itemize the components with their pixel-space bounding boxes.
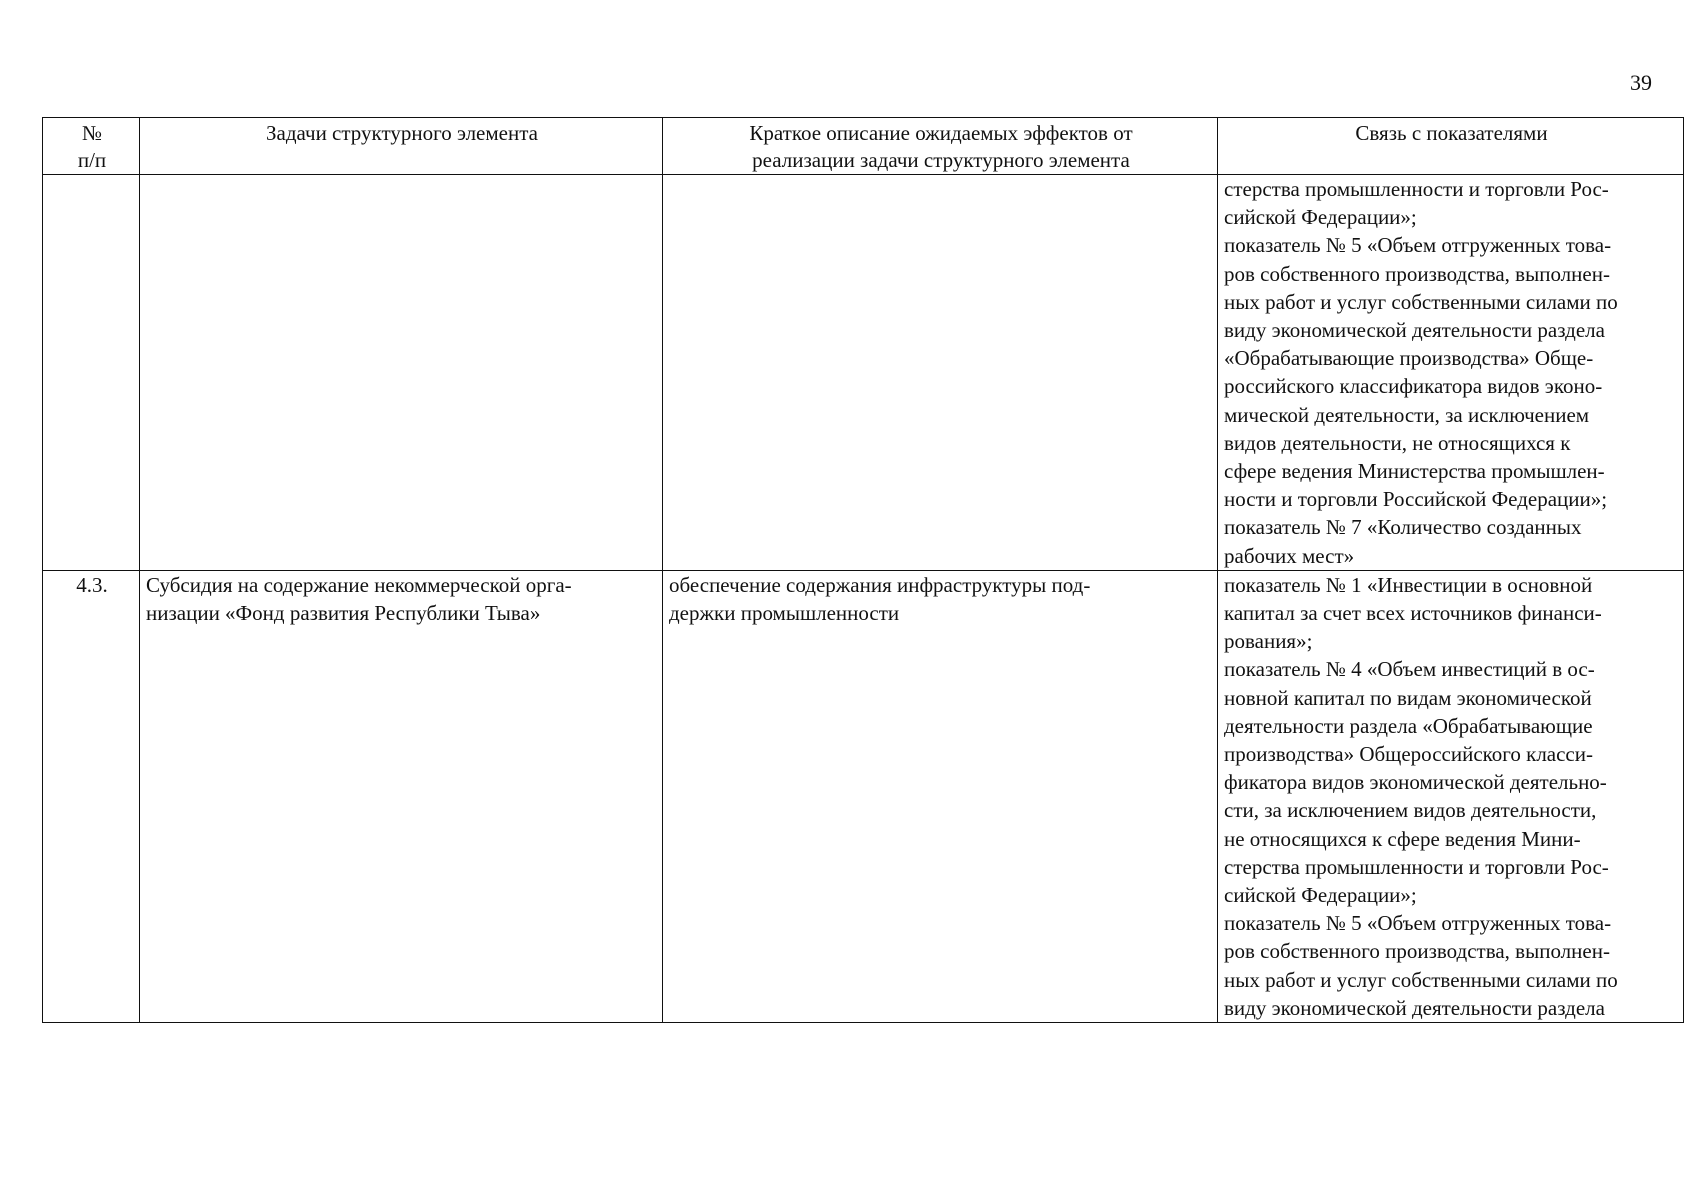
indicator-line: стерства промышленности и торговли Рос- xyxy=(1224,177,1609,201)
cell-num: 4.3. xyxy=(43,570,140,1022)
cell-tasks xyxy=(140,570,663,1022)
indicator-line: рабочих мест» xyxy=(1224,543,1355,568)
page-number: 39 xyxy=(1630,70,1652,95)
indicator-line: «Обрабатывающие производства» Обще- xyxy=(1224,346,1594,371)
header-indicators xyxy=(1218,118,1684,175)
indicator-line: новной капитал по видам экономической xyxy=(1224,685,1592,710)
indicator-line: виду экономической деятельности раздела xyxy=(1224,318,1605,343)
indicator-line: стерства промышленности и торговли Рос- xyxy=(1224,854,1609,879)
indicator-line: ности и торговли Российской Федерации»; xyxy=(1224,487,1608,512)
indicator-line: фикатора видов экономической деятельно- xyxy=(1224,770,1607,795)
indicator-line: мической деятельности, за исключением xyxy=(1224,402,1590,427)
indicator-line: деятельности раздела «Обрабатывающие xyxy=(1224,713,1593,738)
indicator-line: ных работ и услуг собственными силами по xyxy=(1224,967,1618,992)
effect-line: обеспечение содержания инфраструктуры под- xyxy=(669,572,1091,597)
cell-tasks xyxy=(140,175,663,571)
indicator-line: сфере ведения Министерства промышлен- xyxy=(1224,459,1605,484)
header-line: Задачи структурного элемента xyxy=(266,121,538,145)
indicator-line: показатель № 1 «Инвестиции в основной xyxy=(1224,572,1593,597)
indicator-line: рования»; xyxy=(1224,629,1313,654)
indicator-line: ных работ и услуг собственными силами по xyxy=(1224,289,1618,314)
cell-effects xyxy=(663,175,1218,571)
indicator-line: показатель № 5 «Объем отгруженных това- xyxy=(1224,233,1612,258)
indicator-line: показатель № 5 «Объем отгруженных това- xyxy=(1224,911,1612,936)
cell-indicators xyxy=(1218,570,1684,1022)
header-line: Связь с показателями xyxy=(1355,121,1548,145)
header-line: № xyxy=(81,121,103,145)
cell-indicators xyxy=(1218,175,1684,571)
indicator-line: сти, за исключением видов деятельности, xyxy=(1224,798,1597,823)
table-row-continuation xyxy=(43,175,1684,571)
indicator-line: ров собственного производства, выполнен- xyxy=(1224,939,1610,964)
indicator-line: видов деятельности, не относящихся к xyxy=(1224,430,1571,455)
cell-num xyxy=(43,175,140,571)
document-table xyxy=(42,117,1684,1023)
indicator-line: ров собственного производства, выполнен- xyxy=(1224,261,1610,286)
task-line: Субсидия на содержание некоммерческой орга- xyxy=(146,572,572,597)
table-row-4-3 xyxy=(43,570,1684,1022)
indicator-line: виду экономической деятельности раздела xyxy=(1224,995,1605,1020)
indicator-line: показатель № 4 «Объем инвестиций в ос- xyxy=(1224,657,1595,682)
indicator-line: производства» Общероссийского класси- xyxy=(1224,742,1593,767)
indicator-line: сийской Федерации»; xyxy=(1224,205,1417,230)
header-line: п/п xyxy=(77,148,107,172)
header-num xyxy=(43,118,140,175)
cell-effects xyxy=(663,570,1218,1022)
header-line: реализации задачи структурного элемента xyxy=(752,148,1130,172)
indicator-line: сийской Федерации»; xyxy=(1224,883,1417,908)
effect-line: держки промышленности xyxy=(669,601,900,626)
indicator-line: капитал за счет всех источников финанси- xyxy=(1224,601,1602,626)
task-line: низации «Фонд развития Республики Тыва» xyxy=(146,601,541,626)
indicator-line: показатель № 7 «Количество созданных xyxy=(1224,515,1582,540)
indicator-line: не относящихся к сфере ведения Мини- xyxy=(1224,826,1581,851)
header-tasks xyxy=(140,118,663,175)
indicator-line: российского классификатора видов эконо- xyxy=(1224,374,1603,399)
header-line: Краткое описание ожидаемых эффектов от xyxy=(749,121,1133,145)
table-header-row xyxy=(43,118,1684,175)
header-effects xyxy=(663,118,1218,175)
